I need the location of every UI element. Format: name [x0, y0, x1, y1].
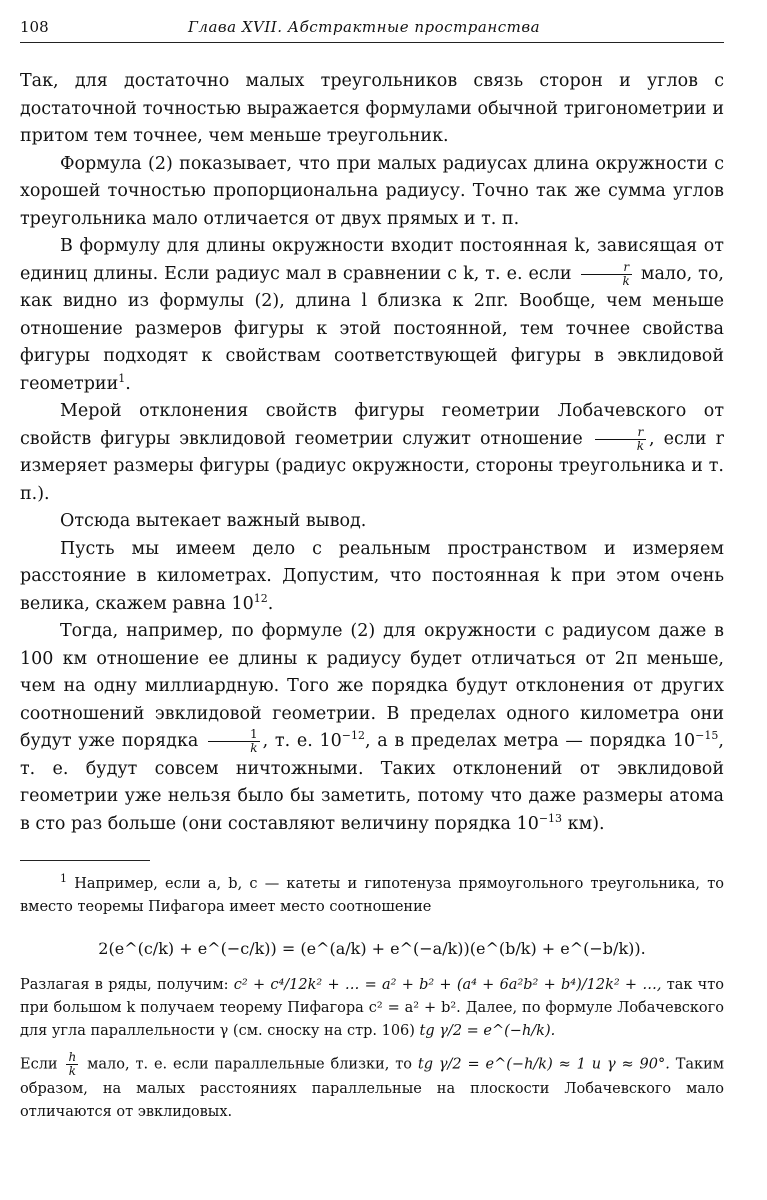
footnote — [20, 873, 724, 1124]
paragraph-3 — [20, 233, 724, 398]
hyperbolic-pythagoras-formula — [20, 937, 724, 960]
footnote-text-1: Например, если a, b, c — катеты и гипотенуза прямоугольного треугольника, то вместо теоремы Пифагора имеет место соотношение — [20, 876, 724, 915]
p6-exponent: 12 — [253, 591, 268, 605]
p3-end: . — [125, 373, 131, 394]
p7-value-1: 10 — [319, 731, 342, 751]
p7-text-d: , т. е. будут совсем ничтожными. Таких отклонений от эвклидовой геометрии уже нельзя было бы заметить, потому что даже размеры атома в сто раз больше (они составляют величину порядка — [20, 731, 724, 834]
frac-num: r — [581, 261, 632, 275]
paragraph-7 — [20, 618, 724, 838]
p7-exp-1: −12 — [341, 729, 365, 743]
p6-value: 10 — [231, 593, 254, 614]
frac-den: k — [68, 1064, 76, 1078]
paragraph-6 — [20, 536, 724, 619]
p3-text-a: В формулу для длины окружности входит постоянная k, зависящая от единиц длины. Если радиус мал в сравнении с k, т. е. если — [20, 236, 724, 284]
p6-end: . — [267, 593, 274, 614]
p7-exp-2: −15 — [695, 729, 719, 743]
p7-text-b: , т. е. — [262, 731, 313, 751]
running-title: Глава XVII. Абстрактные пространства — [188, 18, 541, 36]
p4-text-b: , если r измеряет размеры фигуры (радиус окружности, стороны треугольника и т. п.). — [20, 428, 724, 504]
p7-text-a: Тогда, например, по формуле (2) для окружности с радиусом даже в 100 км отношение ее длины к радиусу будет отличаться от 2π меньше, чем на одну миллиардную. Того же порядка будут отклонения от других соотношений эвклидовой геометрии. В пределах одного километра они будут уже порядка — [20, 621, 724, 751]
paragraph-1: Так, для достаточно малых треугольников связь сторон и углов с достаточной точностью выражается формулами обычной тригонометрии и притом тем точнее, чем меньше треугольник. — [20, 71, 724, 146]
frac-num: r — [595, 426, 646, 440]
parallelism-angle-formula: tg γ/2 = e^(−h/k). — [419, 1023, 556, 1039]
frac-num: 1 — [208, 728, 260, 742]
p3-text-b: мало, то, как видно из формулы (2), длина l близка к 2πr. Вообще, чем меньше отношение размеров фигуры к этой постоянной, тем точнее свойства фигуры подходят к свойствам соответствующей фигуры в эвклидовой геометрии — [20, 263, 724, 394]
p4-text-a: Мерой отклонения свойств фигуры геометрии Лобачевского от свойств фигуры эвклидовой геометрии служит отношение — [20, 401, 724, 449]
p6-text: Пусть мы имеем дело с реальным пространством и измеряем расстояние в километрах. Допустим, что постоянная k при этом очень велика, скажем равна — [20, 538, 724, 614]
footnote-para-1 — [20, 873, 724, 919]
footnote-para-2 — [20, 974, 724, 1043]
page-header — [20, 14, 724, 44]
p7-value-2: 10 — [672, 731, 696, 751]
footnote-text-3a: Если — [20, 1056, 58, 1073]
paragraph-4 — [20, 398, 724, 508]
fraction-r-over-k — [581, 261, 632, 288]
main-text — [20, 68, 724, 838]
book-page — [20, 14, 724, 1124]
footnote-text-3c: Таким образом, на малых расстояниях параллельные на плоскости Лобачевского мало отличаются от эвклидовых. — [20, 1056, 725, 1120]
page-number: 108 — [20, 18, 49, 36]
footnote-para-3 — [20, 1051, 724, 1124]
frac-den: k — [636, 438, 645, 453]
paragraph-5: Отсюда вытекает важный вывод. — [60, 511, 367, 531]
footnote-text-2b: так что при большом k получаем теорему Пифагора c² = a² + b². Далее, по формуле Лобачевского для угла параллельности γ (см. сноску на стр. 106) — [20, 977, 725, 1039]
header-rule — [20, 42, 724, 43]
frac-num: h — [68, 1050, 77, 1064]
fraction-h-over-k — [66, 1051, 78, 1078]
footnote-mark: 1 — [118, 371, 126, 385]
paragraph-2: Формула (2) показывает, что при малых радиусах длина окружности с хорошей точностью пропорциональна радиусу. Точно так же сумма углов треугольника мало отличается от двух прямых и т. п. — [20, 153, 724, 229]
p7-text-e: км). — [567, 813, 605, 834]
frac-den: k — [250, 741, 258, 755]
frac-den: k — [622, 273, 630, 288]
approximation-formula: tg γ/2 = e^(−h/k) ≈ 1 и γ ≈ 90°. — [417, 1056, 670, 1073]
p7-text-c: , а в пределах метра — порядка — [365, 731, 667, 751]
p7-exp-3: −13 — [538, 811, 563, 825]
footnote-text-3b: мало, т. е. если параллельные близки, то — [87, 1056, 412, 1073]
formula-1: 2(e^(c/k) + e^(−c/k)) = (e^(a/k) + e^(−a/k))(e^(b/k) + e^(−b/k)). — [98, 939, 646, 958]
series-expansion: c² + c⁴/12k² + … = a² + b² + (a⁴ + 6a²b² + b⁴)/12k² + …, — [233, 977, 662, 993]
footnote-number: 1 — [60, 872, 67, 886]
p7-value-3: 10 — [516, 813, 539, 834]
fraction-1-over-k — [208, 728, 260, 755]
fraction-r-over-k — [595, 426, 646, 453]
footnote-text-2a: Разлагая в ряды, получим: — [20, 977, 229, 993]
footnote-rule — [20, 860, 150, 861]
